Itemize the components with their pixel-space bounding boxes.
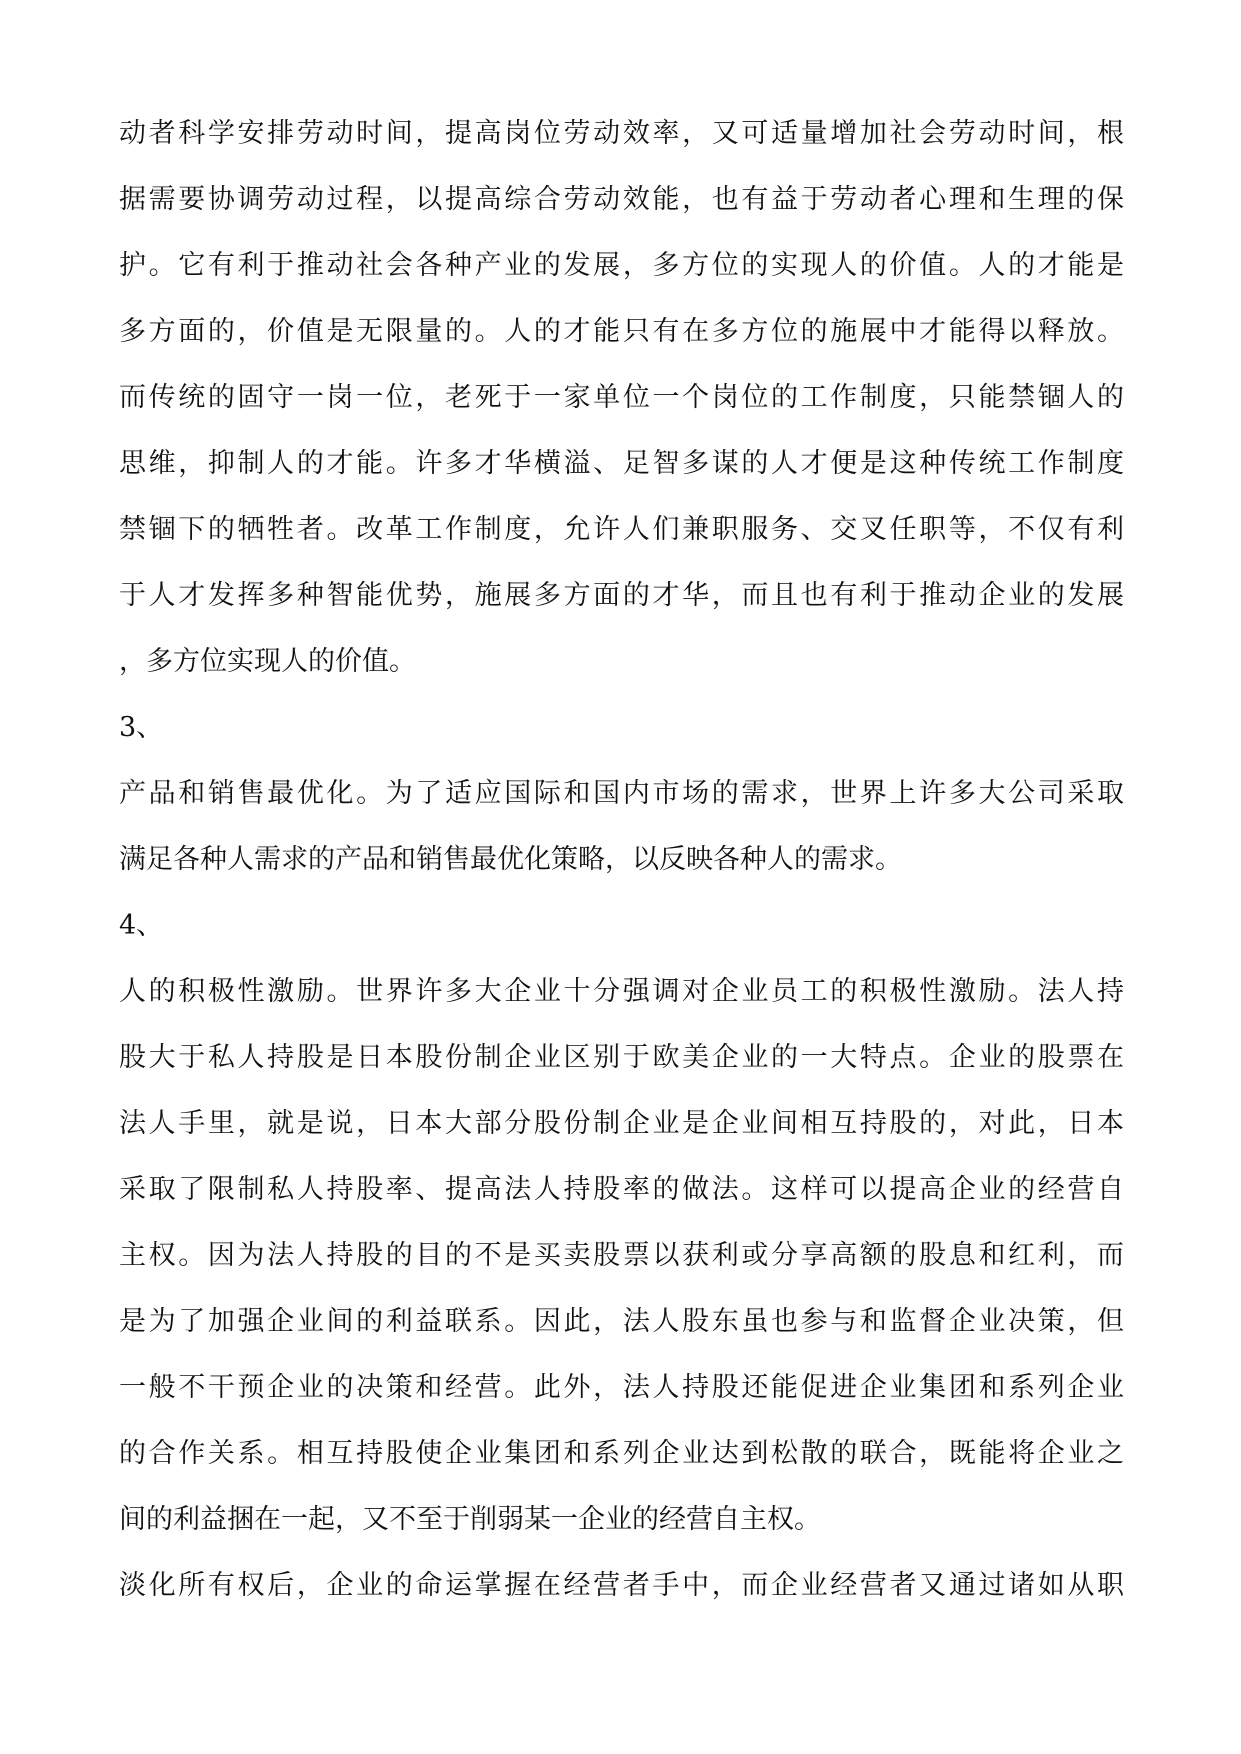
text-line: 股大于私人持股是日本股份制企业区别于欧美企业的一大特点。企业的股票在 [119, 1042, 1124, 1073]
body-text [119, 101, 1124, 1619]
text-line: 法人手里，就是说，日本大部分股份制企业是企业间相互持股的，对此，日本 [119, 1108, 1124, 1139]
text-line: 间的利益捆在一起，又不至于削弱某一企业的经营自主权。 [119, 1504, 821, 1535]
text-line: 的合作关系。相互持股使企业集团和系列企业达到松散的联合，既能将企业之 [119, 1438, 1124, 1469]
text-line: 3、 [119, 712, 164, 743]
text-line: 多方面的，价值是无限量的。人的才能只有在多方位的施展中才能得以释放。 [119, 316, 1124, 347]
text-line: 主权。因为法人持股的目的不是买卖股票以获利或分享高额的股息和红利，而 [119, 1240, 1124, 1271]
text-line: 一般不干预企业的决策和经营。此外，法人持股还能促进企业集团和系列企业 [119, 1372, 1124, 1403]
text-line: 思维，抑制人的才能。许多才华横溢、足智多谋的人才便是这种传统工作制度 [119, 448, 1124, 479]
text-line: 禁锢下的牺牲者。改革工作制度，允许人们兼职服务、交叉任职等，不仅有利 [119, 514, 1124, 545]
text-line: 护。它有利于推动社会各种产业的发展，多方位的实现人的价值。人的才能是 [119, 250, 1124, 281]
text-line: 动者科学安排劳动时间，提高岗位劳动效率，又可适量增加社会劳动时间，根 [119, 118, 1124, 149]
text-line: 满足各种人需求的产品和销售最优化策略，以反映各种人的需求。 [119, 844, 902, 875]
text-line: 产品和销售最优化。为了适应国际和国内市场的需求，世界上许多大公司采取 [119, 778, 1124, 809]
text-line: 据需要协调劳动过程，以提高综合劳动效能，也有益于劳动者心理和生理的保 [119, 184, 1124, 215]
text-line: ，多方位实现人的价值。 [119, 646, 416, 677]
text-line: 采取了限制私人持股率、提高法人持股率的做法。这样可以提高企业的经营自 [119, 1174, 1124, 1205]
text-line: 4、 [119, 910, 164, 941]
text-line: 是为了加强企业间的利益联系。因此，法人股东虽也参与和监督企业决策，但 [119, 1306, 1124, 1337]
text-line: 人的积极性激励。世界许多大企业十分强调对企业员工的积极性激励。法人持 [119, 976, 1124, 1007]
text-line: 而传统的固守一岗一位，老死于一家单位一个岗位的工作制度，只能禁锢人的 [119, 382, 1124, 413]
text-line: 于人才发挥多种智能优势，施展多方面的才华，而且也有利于推动企业的发展 [119, 580, 1124, 611]
text-line: 淡化所有权后，企业的命运掌握在经营者手中，而企业经营者又通过诸如从职 [119, 1570, 1124, 1601]
